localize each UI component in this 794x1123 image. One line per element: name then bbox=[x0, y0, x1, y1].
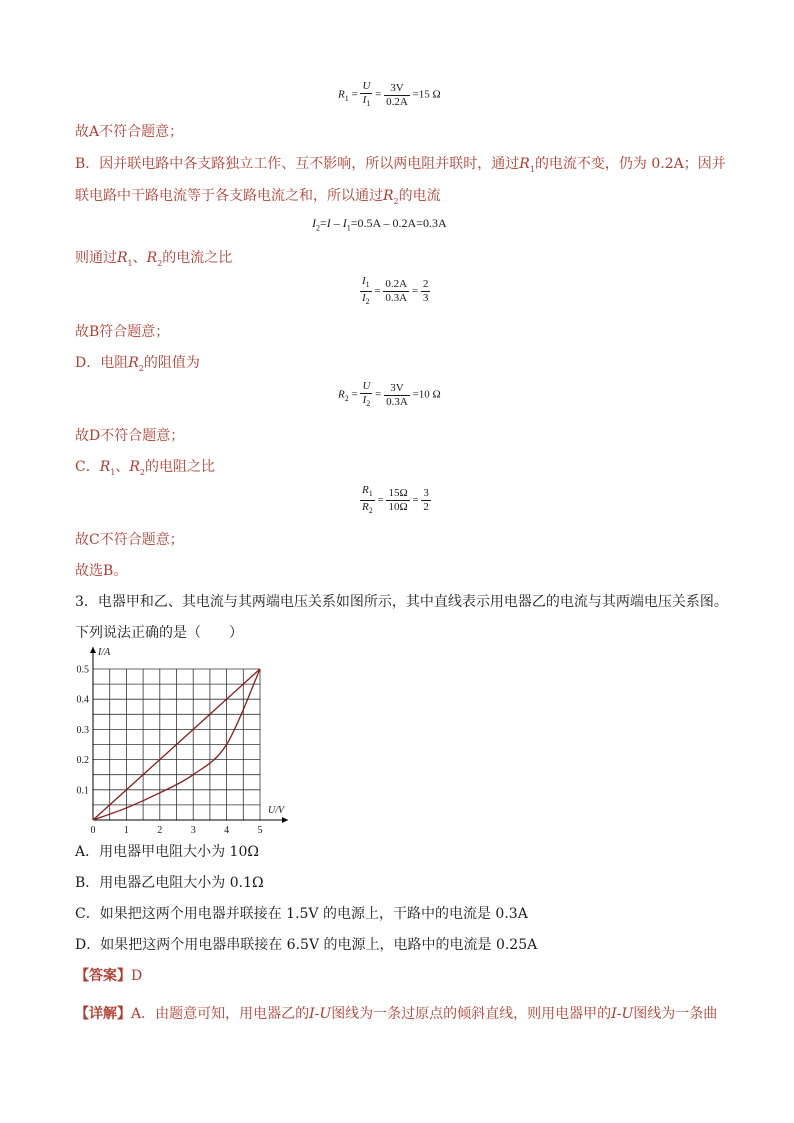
y-axis-arrow bbox=[90, 647, 96, 653]
x-axis-label: U/V bbox=[268, 805, 285, 816]
y-tick-label: 0.2 bbox=[76, 755, 89, 767]
option-d: D．如果把这两个用电器串联接在 6.5V 的电源上，电路中的电流是 0.25A bbox=[75, 937, 538, 953]
x-tick-label: 1 bbox=[123, 825, 129, 836]
text-line: 故选B。 bbox=[75, 563, 128, 579]
question-prompt: 下列说法正确的是（ ） bbox=[75, 625, 243, 641]
text-line: B．因并联电路中各支路独立工作、互不影响，所以两电阻并联时，通过$R_1$的电流不变，仍为 0.2A；因并 bbox=[75, 156, 726, 174]
option-b: B．用电器乙电阻大小为 0.1Ω bbox=[75, 875, 264, 891]
x-tick-label: 5 bbox=[257, 825, 263, 836]
y-tick-label: 0.1 bbox=[76, 785, 89, 797]
y-tick-label: 0.3 bbox=[76, 724, 89, 736]
text-line: 故C不符合题意； bbox=[75, 532, 184, 548]
x-tick-label: 2 bbox=[157, 825, 163, 836]
y-axis-label: I/A bbox=[98, 647, 111, 658]
x-axis-arrow bbox=[282, 817, 288, 823]
text-line: 则通过$R_1$、$R_2$的电流之比 bbox=[75, 250, 233, 268]
equation-current-ratio: $\frac{I_1}{I_2}$ = $\frac{0.2A}{0.3A}$ = $\frac{2}{3}$ bbox=[362, 275, 429, 307]
question-stem: 3．电器甲和乙、其电流与其两端电压关系如图所示，其中直线表示用电器乙的电流与其两端电压关系图。 bbox=[75, 594, 728, 610]
x-tick-label: 3 bbox=[190, 825, 196, 836]
text-line: 故D不符合题意； bbox=[75, 428, 185, 444]
answer-value: D bbox=[131, 968, 143, 984]
y-tick-label: 0.4 bbox=[76, 694, 89, 706]
text-line: 故B符合题意； bbox=[75, 324, 170, 340]
text-line: D．电阻$R_2$的阻值为 bbox=[75, 355, 200, 373]
equation-resistance-ratio: $\frac{R_1}{R_2}$ = $\frac{15\Omega}{10\Omega}$ = $\frac{3}{2}$ bbox=[362, 484, 429, 516]
answer-label: 【答案】 bbox=[75, 968, 131, 984]
iu-chart bbox=[70, 642, 290, 842]
equation-r1: $R_1$ = $\frac{U}{I_1}$ = $\frac{3V}{0.2A}$ =15 Ω bbox=[338, 80, 441, 109]
y-tick-label: 0.5 bbox=[76, 664, 89, 676]
x-tick-label: 0 bbox=[90, 825, 96, 836]
x-tick-label: 4 bbox=[224, 825, 230, 836]
answer-line bbox=[75, 966, 142, 986]
detail-line: 【详解】A．由题意可知，用电器乙的I-U图线为一条过原点的倾斜直线，则用电器甲的I-U图线为一条曲 bbox=[75, 1006, 718, 1022]
equation-i2: $I_2=I - I_1=0.5A - 0.2A=0.3A$ bbox=[312, 216, 447, 233]
text-line: C．$R_1$、$R_2$的电阻之比 bbox=[75, 459, 215, 477]
text-line: 故A不符合题意； bbox=[75, 124, 184, 140]
option-c: C．如果把这两个用电器并联接在 1.5V 的电源上，干路中的电流是 0.3A bbox=[75, 906, 528, 922]
equation-r2: $R_2$ = $\frac{U}{I_2}$ = $\frac{3V}{0.3A}$ =10 Ω bbox=[338, 380, 441, 409]
option-a: A．用电器甲电阻大小为 10Ω bbox=[75, 844, 259, 860]
text-line: 联电路中干路电流等于各支路电流之和，所以通过$R_2$的电流 bbox=[75, 188, 441, 206]
detail-label: 【详解】 bbox=[75, 1006, 131, 1022]
